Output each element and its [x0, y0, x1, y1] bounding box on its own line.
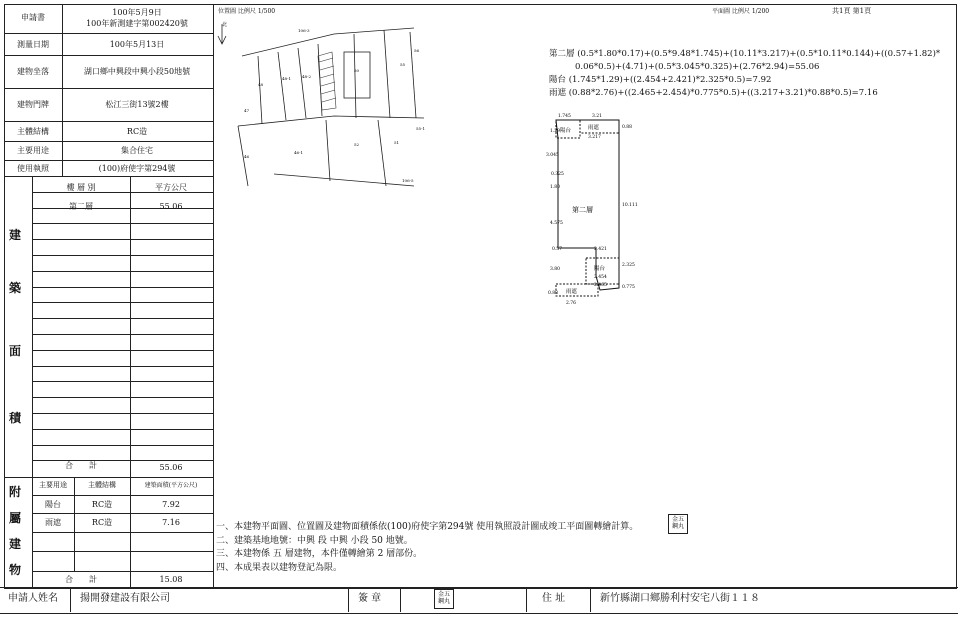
license: (100)府使字第294號 — [98, 164, 176, 173]
dim-0775: 0.775 — [622, 285, 635, 290]
area-col-area: 平方公尺 — [155, 183, 187, 192]
location: 湖口鄉中興段中興小段50地號 — [83, 67, 191, 76]
area-grid-line — [32, 445, 213, 446]
dim-180: 1.80 — [550, 185, 561, 190]
dim-057: 0.57 — [552, 247, 563, 252]
area-grid-line — [32, 255, 213, 256]
applicant-label: 申請人姓名 — [8, 593, 58, 604]
parcel-55: 55 — [400, 62, 406, 67]
area-vertical-1: 建 — [9, 228, 22, 242]
use: 集合住宅 — [121, 146, 153, 155]
stamp-applicant-text: 金五 鋼丸 — [437, 591, 450, 605]
area-total-value: 55.06 — [159, 463, 183, 472]
plan-label-canopy-bottom: 雨遮 — [566, 289, 578, 295]
area-total-label: 合 計 — [65, 461, 97, 470]
annex-total-label: 合 計 — [65, 575, 97, 584]
application-label: 申請書 — [21, 13, 45, 22]
stamp-notes-text: 金五 鋼丸 — [671, 516, 684, 530]
dim-0325: 0.325 — [551, 172, 564, 177]
note-2: 二、建築基地地號：中興 段 中興 小段 50 地號。 — [216, 536, 413, 546]
annex-vertical-2: 屬 — [9, 511, 22, 525]
location-map-title: 位置圖 比例尺 1/500 — [218, 8, 276, 15]
annex-row1-use: 陽台 — [45, 500, 61, 509]
survey-date-label: 測量日期 — [17, 40, 49, 49]
page-indicator: 共1頁 第1頁 — [832, 7, 872, 15]
annex-total-value: 15.08 — [159, 575, 183, 584]
address: 新竹縣湖口鄉勝利村安宅八街１１８ — [600, 593, 760, 604]
structure: RC造 — [126, 127, 148, 136]
formula-floor2-cont: 0.06*0.5)+(4.71)+(0.5*3.045*0.325)+(2.76*2.94)=55.06 — [575, 62, 820, 72]
area-grid-line — [32, 318, 213, 319]
annex-vertical-1: 附 — [9, 485, 22, 499]
parcel-52: 52 — [354, 142, 360, 147]
area-grid-line — [32, 350, 213, 351]
door-label: 建物門牌 — [17, 100, 49, 109]
location-map — [214, 16, 434, 191]
area-vertical-2: 築 — [9, 281, 22, 295]
parcel-106-3: 106-3 — [298, 28, 310, 33]
annex-col-area: 建築面積(平方公尺) — [144, 482, 198, 489]
dim-088-top: 0.88 — [622, 125, 633, 130]
dim-4575: 4.575 — [550, 221, 563, 226]
dim-2454: 2.454 — [594, 275, 607, 280]
plan-label-balcony-top: 陽台 — [560, 128, 572, 134]
note-1: 一、本建物平面圖、位置圖及建物面積係依(100)府使字第294號 使用執照設計圖成竣工平面圖轉繪計算。 — [216, 522, 639, 532]
dim-088-bottom: 0.88 — [548, 291, 559, 296]
dim-2325: 2.325 — [622, 263, 635, 268]
formula-balcony: 陽台 (1.745*1.29)+((2.454+2.421)*2.325*0.5)=7.92 — [549, 75, 772, 85]
area-grid-line — [32, 223, 213, 224]
note-4: 四、本成果表以建物登記為限。 — [216, 563, 343, 573]
dim-2421: 2.421 — [594, 247, 607, 252]
north-label: 北 — [222, 22, 228, 28]
area-grid-line — [32, 381, 213, 382]
dim-276: 2.76 — [566, 301, 577, 306]
floor-plan — [540, 108, 640, 308]
parcel-56: 56 — [414, 48, 420, 53]
application-number: 100年新測建字第002420號 — [86, 19, 188, 28]
license-label: 使用執照 — [17, 164, 49, 173]
survey-date: 100年5月13日 — [109, 40, 165, 49]
area-grid-line — [32, 271, 213, 272]
parcel-48: 48 — [258, 82, 264, 87]
annex-row2-structure: RC造 — [91, 518, 113, 527]
area-vertical-3: 面 — [9, 344, 22, 358]
note-3: 三、本建物係 五 層建物，本件僅轉繪第 2 層部份。 — [216, 549, 423, 559]
area-grid-line — [32, 334, 213, 335]
area-grid-line — [32, 397, 213, 398]
area-grid-line — [32, 429, 213, 430]
parcel-51: 51 — [394, 140, 400, 145]
annex-row2-area: 7.16 — [162, 518, 180, 527]
door-number: 松江三街13號2樓 — [105, 100, 169, 109]
plan-label-balcony-bottom: 陽台 — [594, 266, 606, 272]
floor-plan-title: 平面圖 比例尺 1/200 — [712, 8, 770, 15]
plan-label-floor2: 第二層 — [572, 206, 593, 214]
use-label: 主要用途 — [17, 146, 49, 155]
parcel-50: 50 — [354, 68, 360, 73]
area-grid-line — [32, 192, 213, 193]
dim-321: 3.21 — [592, 114, 603, 119]
dim-10111: 10.111 — [622, 203, 638, 208]
area-vertical-4: 積 — [9, 411, 22, 425]
area-grid-line — [32, 239, 213, 240]
stamp-notes — [668, 514, 688, 534]
area-grid-line — [32, 287, 213, 288]
parcel-48-2: 48-2 — [302, 74, 311, 79]
structure-label: 主體結構 — [17, 127, 49, 136]
annex-vertical-4: 物 — [9, 563, 22, 577]
applicant-name: 揚開發建設有限公司 — [80, 593, 170, 604]
dim-3217: 3.217 — [588, 135, 601, 140]
annex-col-use: 主要用途 — [39, 481, 67, 489]
parcel-46-1: 46-1 — [294, 150, 303, 155]
parcel-55-1: 55-1 — [416, 126, 425, 131]
parcel-106-5: 106-5 — [402, 178, 414, 183]
dim-129: 1.29 — [550, 129, 561, 134]
location-label: 建物坐落 — [17, 67, 49, 76]
area-col-floor: 樓 層 別 — [66, 183, 96, 192]
address-label: 住 址 — [542, 593, 566, 604]
annex-vertical-3: 建 — [9, 537, 22, 551]
annex-col-structure: 主體結構 — [88, 481, 116, 489]
parcel-48-1: 48-1 — [282, 76, 291, 81]
formula-canopy: 雨遮 (0.88*2.76)+((2.465+2.454)*0.775*0.5)+((3.217+3.21)*0.88*0.5)=7.16 — [549, 88, 878, 98]
annex-row2-use: 雨遮 — [45, 518, 61, 527]
plan-label-canopy-top: 雨遮 — [588, 125, 600, 131]
area-grid-line — [32, 366, 213, 367]
dim-3045: 3.045 — [546, 153, 559, 158]
seal-label: 簽 章 — [358, 593, 382, 604]
parcel-46: 46 — [244, 154, 250, 159]
annex-row1-structure: RC造 — [91, 500, 113, 509]
annex-row1-area: 7.92 — [162, 500, 180, 509]
application-date: 100年5月9日 — [112, 8, 162, 17]
area-grid-line — [32, 302, 213, 303]
formula-floor2: 第二層 (0.5*1.80*0.17)+(0.5*9.48*1.745)+(10.11*3.217)+(0.5*10.11*0.144)+((0.57+1.82)* — [549, 49, 941, 59]
parcel-47: 47 — [244, 108, 250, 113]
area-grid-line — [32, 413, 213, 414]
dim-380: 3.80 — [550, 267, 561, 272]
area-row-area: 55.06 — [159, 202, 183, 211]
dim-2465: 2.465 — [594, 283, 607, 288]
area-row-floor: 第二層 — [69, 202, 93, 211]
dim-1745: 1.745 — [558, 114, 571, 119]
stamp-applicant — [434, 589, 454, 609]
area-grid-line — [32, 460, 213, 461]
